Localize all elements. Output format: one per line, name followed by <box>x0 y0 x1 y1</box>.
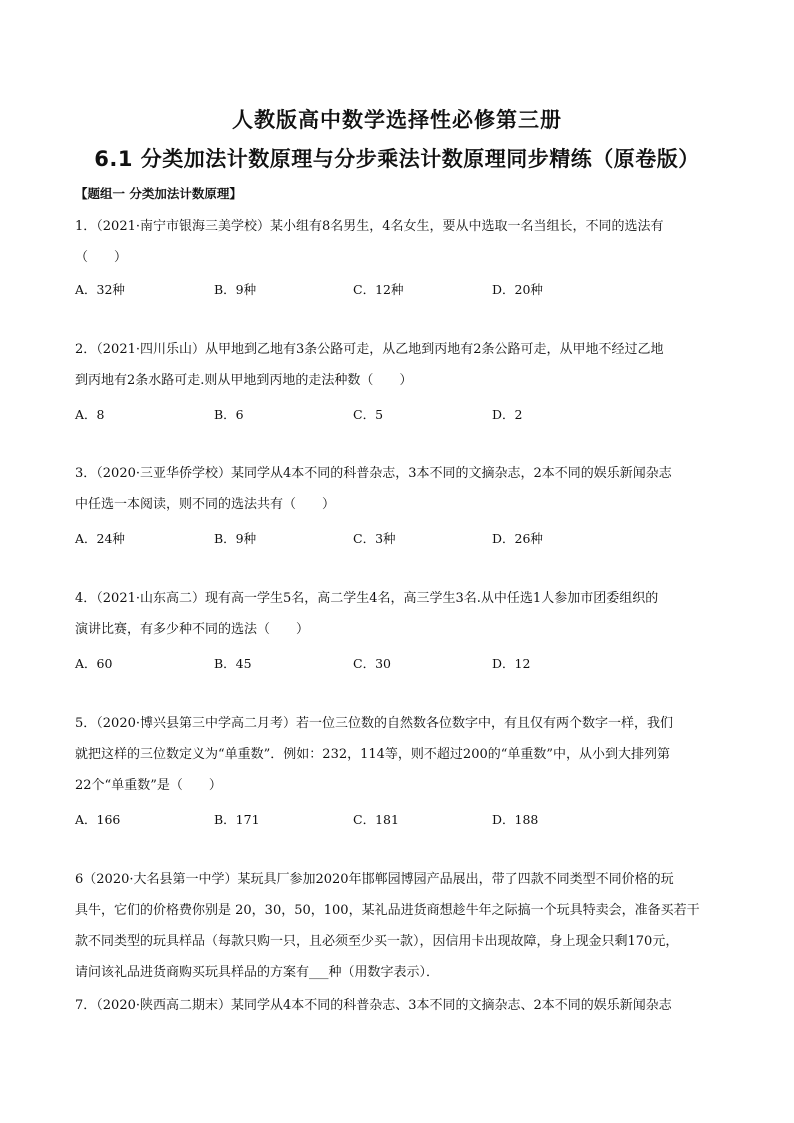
option-d: D．12 <box>492 656 531 671</box>
question-line: 请问该礼品进货商购买玩具样品的方案有___种（用数字表示）． <box>75 965 440 980</box>
question-1 <box>75 211 725 273</box>
option-b: B．9种 <box>214 531 257 546</box>
question-6 <box>75 864 725 988</box>
question-line: 3．（2020·三亚华侨学校）某同学从4本不同的科普杂志，3本不同的文摘杂志，2本不同的娱乐新闻杂志 <box>75 466 672 481</box>
option-c: C．12种 <box>353 282 404 297</box>
question-2-options <box>75 405 725 429</box>
question-line: 1．（2021·南宁市银海三美学校）某小组有8名男生，4名女生，要从中选取一名当组长，不同的选法有 <box>75 219 664 234</box>
option-d: D．26种 <box>492 531 543 546</box>
question-line: 7．（2020·陕西高二期末）某同学从4本不同的科普杂志、3本不同的文摘杂志、2本不同的娱乐新闻杂志 <box>75 998 672 1013</box>
option-c: C．30 <box>353 656 391 671</box>
question-1-options <box>75 280 725 304</box>
question-3 <box>75 458 725 520</box>
question-line: （ ） <box>75 250 128 265</box>
question-5-options <box>75 810 725 834</box>
question-line: 5．（2020·博兴县第三中学高二月考）若一位三位数的自然数各位数字中，有且仅有两个数字一样，我们 <box>75 716 673 731</box>
question-4 <box>75 583 725 645</box>
document-subtitle: 6.1 分类加法计数原理与分步乘法计数原理同步精练（原卷版） <box>94 147 700 171</box>
option-a: A．32种 <box>75 282 125 297</box>
question-line: 款不同类型的玩具样品（每款只购一只，且必须至少买一款），因信用卡出现故障，身上现金只剩170元， <box>75 934 679 949</box>
question-line: 具牛，它们的价格费你别是 20，30，50，100，某礼品进货商想趁牛年之际搞一个玩具特卖会，准备买若干 <box>75 903 700 918</box>
question-2 <box>75 334 725 396</box>
option-a: A．24种 <box>75 531 125 546</box>
question-line: 4．（2021·山东高二）现有高一学生5名，高二学生4名，高三学生3名.从中任选1人参加市团委组织的 <box>75 591 659 606</box>
question-line: 22个“单重数”是（ ） <box>75 778 222 793</box>
question-3-options <box>75 529 725 553</box>
option-a: A．166 <box>75 812 121 827</box>
question-7 <box>75 990 725 1021</box>
option-c: C．5 <box>353 407 384 422</box>
option-b: B．6 <box>214 407 244 422</box>
option-b: B．9种 <box>214 282 257 297</box>
option-c: C．3种 <box>353 531 396 546</box>
group-heading: 【题组一 分类加法计数原理】 <box>75 186 242 201</box>
option-d: D．20种 <box>492 282 543 297</box>
option-d: D．2 <box>492 407 523 422</box>
question-4-options <box>75 654 725 678</box>
question-line: 6（2020·大名县第一中学）某玩具厂参加2020年邯郸园博园产品展出，带了四款不同类型不同价格的玩 <box>75 872 674 887</box>
option-a: A．60 <box>75 656 113 671</box>
question-line: 中任选一本阅读，则不同的选法共有（ ） <box>75 497 336 512</box>
question-line: 到丙地有2条水路可走.则从甲地到丙地的走法种数（ ） <box>75 373 413 388</box>
option-b: B．45 <box>214 656 252 671</box>
question-5 <box>75 708 725 801</box>
option-c: C．181 <box>353 812 399 827</box>
question-line: 就把这样的三位数定义为“单重数”．例如：232，114等，则不超过200的“单重数”中，从小到大排列第 <box>75 747 671 762</box>
option-a: A．8 <box>75 407 105 422</box>
option-d: D．188 <box>492 812 539 827</box>
option-b: B．171 <box>214 812 260 827</box>
document-title: 人教版高中数学选择性必修第三册 <box>232 108 562 132</box>
question-line: 2．（2021·四川乐山）从甲地到乙地有3条公路可走，从乙地到丙地有2条公路可走，从甲地不经过乙地 <box>75 342 664 357</box>
question-line: 演讲比赛，有多少种不同的选法（ ） <box>75 622 310 637</box>
